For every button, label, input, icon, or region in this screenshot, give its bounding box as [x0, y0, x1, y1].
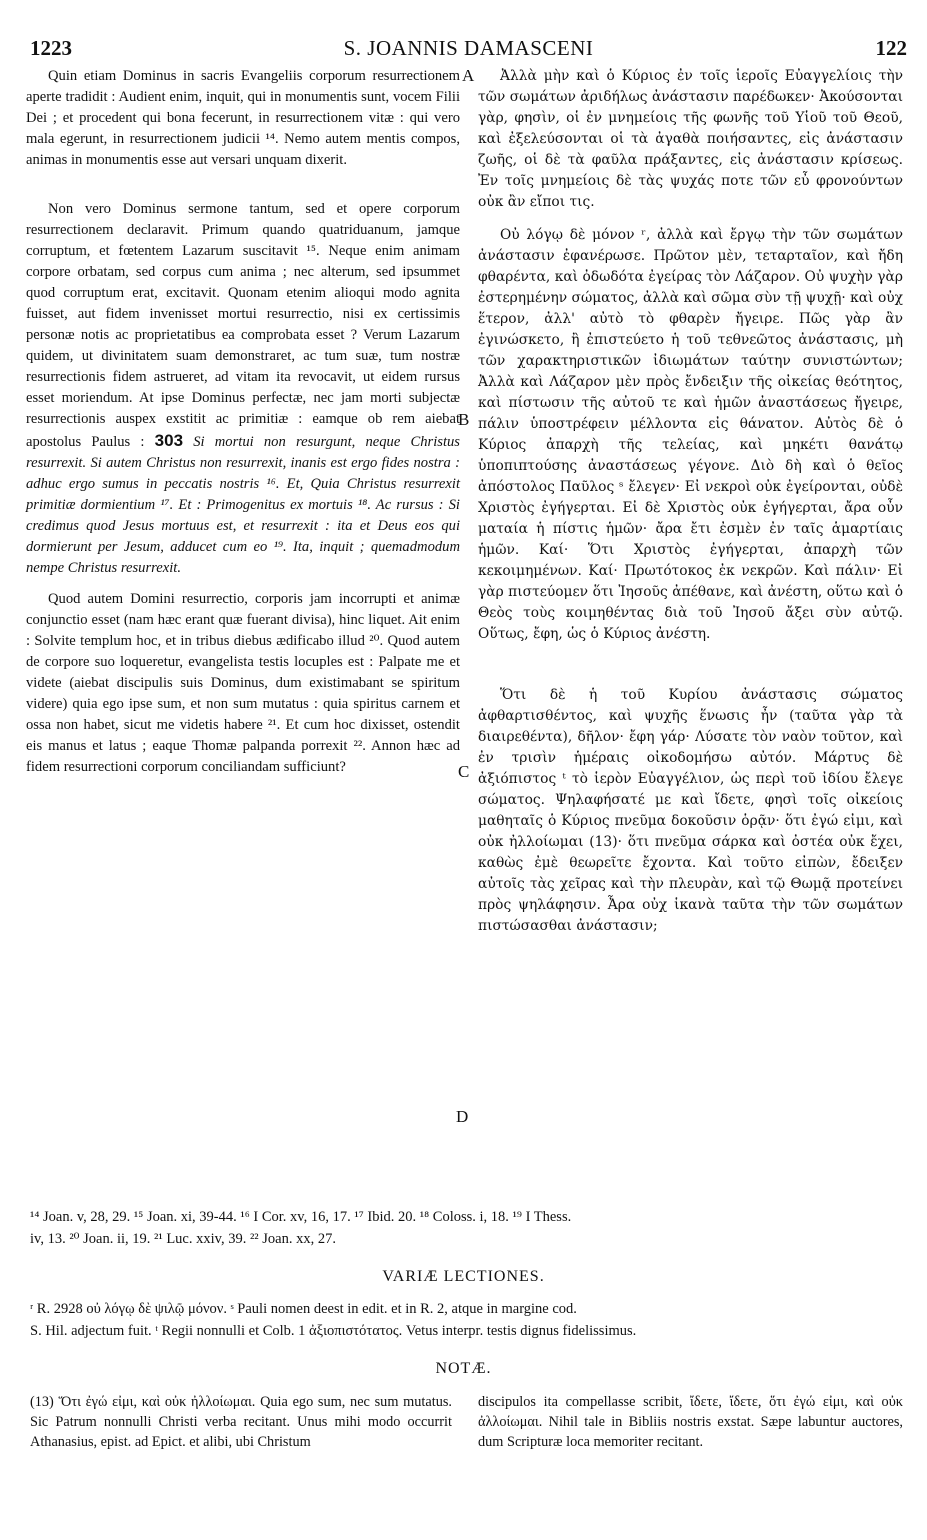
page-number-left: 1223	[30, 36, 72, 60]
scripture-footnotes	[30, 1206, 910, 1250]
latin-paragraph-2	[26, 199, 460, 579]
margin-marker-b: B	[458, 410, 470, 429]
notae-left-text: (13) Ὅτι ἐγώ εἰμι, καὶ οὐκ ἠλλοίωμαι. Quia ego sum, nec sum mutatus. Sic Patrum nonnulli Christi verba recitant. Unus mihi modo occurrit Athanasius, epist. ad Epict. et alibi, ubi Christum	[30, 1394, 452, 1450]
greek-paragraph-2: Οὐ λόγῳ δὲ μόνον ʳ, ἀλλὰ καὶ ἔργῳ τὴν τῶν σωμάτων ἀνάστασιν ἐφανέρωσε. Πρῶτον μὲν, τεταρταῖον, καὶ ἤδη φθαρέντα, καὶ ὀδωδότα ἐγείρας τὸν Λάζαρον. Οὐ ψυχὴν γὰρ ἐστερημένην σώματος, ἀλλὰ καὶ σῶμα σὺν τῇ ψυχῇ· καὶ οὐχ ἕτερον, ἀλλ' αὐτὸ τὸ φθαρὲν ἤγειρε. Πῶς γὰρ ἂν ἐγινώσκετο, ἢ ἐπιστεύετο ἡ τοῦ τεθνεῶτος ἀνάστασις, μὴ τῶν χαρακτηριστικῶν ἰδιωμάτων ταύτην συνιστώντων; Ἀλλὰ καὶ Λάζαρον μὲν πρὸς ἔνδειξιν τῆς οἰκείας θεότητος, καὶ πίστωσιν τῆς αὐτοῦ τε καὶ ἡμῶν ἀναστάσεως ἤγειρε, πάλιν ὑποστρέφειν μέλλοντα εἰς θάνατον. Αὐτὸς δὲ ὁ Κύριος ἀπαρχὴ τῆς τελείας, καὶ μηκέτι θανάτῳ ὑποπιπτούσης ἀναστάσεως γέγονε. Διὸ δὴ καὶ ὁ θεῖος ἀπόστολος Παῦλος ˢ ἔλεγεν· Εἰ νεκροὶ οὐκ ἐγείρονται, οὐδὲ Χριστὸς ἐγήγερται. Εἰ δὲ Χριστὸς οὐκ ἐγήγερται, ἄρα οὖν ματαία ἡ πίστις ἡμῶν· ἄρα ἔτι ἐσμὲν ἐν ταῖς ἁμαρτίαις ἡμῶν. Καί· Ὅτι Χριστὸς ἐγήγερται, ἀπαρχὴ τῶν κεκοιμημένων. Καί· Πρωτότοκος ἐκ νεκρῶν. Καὶ πάλιν· Εἰ γὰρ πιστεύομεν ὅτι Ἰησοῦς ἀπέθανε, καὶ ἀνέστη, οὕτω καὶ ὁ Θεὸς τοὺς κοιμηθέντας διὰ τοῦ Ἰησοῦ ἄξει σὺν αὐτῷ. Οὕτως, ἔφη, ὡς ὁ Κύριος ἀνέστη.	[478, 227, 903, 642]
notae-right-text: discipulos ita compellasse scribit, ἴδετε, ἴδετε, ὅτι ἐγώ εἰμι, καὶ οὐκ ἀλλοίωμαι. Nihil tale in Bibliis nostris exstat. Sæpe labuntur auctores, dum Scripturæ loca memoriter recitant.	[478, 1394, 903, 1450]
variae-line-1: ʳ R. 2928 οὐ λόγῳ δὲ ψιλῷ μόνον. ˢ Pauli nomen deest in edit. et in R. 2, atque in margine cod.	[30, 1301, 577, 1317]
margin-marker-a: A	[462, 66, 475, 85]
variae-line-2: S. Hil. adjectum fuit. ᵗ Regii nonnulli et Colb. 1 ἀξιοπιστότατος. Vetus interpr. testis dignus fidelissimus.	[30, 1323, 637, 1339]
page-header	[30, 36, 907, 70]
latin-paragraph-3: Quod autem Domini resurrectio, corporis jam incorrupti et animæ conjunctio esset (nam hæc erant quæ fuerant divisa), hinc liquet. Ait enim : Solvite templum hoc, et in tribus diebus ædificabo illud ²⁰. Quod autem de corpore suo loqueretur, evangelista testis locuples est : Palpate me et videte (aiebat discipulis suis Dominus, dum existimabant se spiritum videre) quia ego ipse sum, et non sum mutatus : quia spiritus carnem et ossa non habet, sicut me videtis habere ²¹. Et cum hoc dixisset, ostendit eis manus et latus ; eaque Thomæ palpanda porrexit ²². Annon hæc ad fidem resurrectioni corporum conciliandam sufficiunt?	[26, 591, 460, 775]
running-title: S. JOANNIS DAMASCENI	[343, 36, 594, 60]
margin-page-number: 303	[154, 431, 184, 450]
latin-paragraph-2-text: Non vero Dominus sermone tantum, sed et opere corporum resurrectionem declaravit. Primum quando quatriduanum, jamque corruptum, et fœtentem Lazarum suscitavit ¹⁵. Neque enim animam corpore orbatam, sed corpus cum anima ; nec alterum, sed ipsummet quod corruptum erat, excitavit. Quonam etenim alioqui modo agnita fuisset, aut fidem invenisset mortui resurrectio, nisi ex certissimis personæ notis ac proprietatibus ea comprobata esset ? Verum Lazarum quidem, ut divinitatem suam demonstraret, ac tum suæ, tum nostræ resurrectionis fidem astrueret, ad vitam ita revocavit, ut eidem rursus esset moriendum. At ipse Dominus perfectæ, nec jam morti subjectæ resurrectionis auspex exstitit ac primitiæ : eamque ob rem aiebat apostolus Paulus :	[26, 201, 460, 450]
notae-title: NOTÆ.	[435, 1360, 492, 1377]
latin-column	[26, 66, 460, 778]
greek-column	[478, 66, 903, 937]
margin-marker-d: D	[456, 1107, 469, 1126]
greek-paragraph-1: Ἀλλὰ μὴν καὶ ὁ Κύριος ἐν τοῖς ἱεροῖς Εὐαγγελίοις τὴν τῶν σωμάτων ἀριδήλως ἀνάστασιν παρέδωκεν· Ἀκούσονται γὰρ, φησὶν, οἱ ἐν μνημείοις τῆς φωνῆς τοῦ Υἱοῦ τοῦ Θεοῦ, καὶ ἐξελεύσονται οἱ τὰ ἀγαθὰ ποιήσαντες, εἰς ἀνάστασιν ζωῆς, οἱ δὲ τὰ φαῦλα πράξαντες, εἰς ἀνάστασιν κρίσεως. Ἐν τοῖς μνημείοις δὲ τὰς ψυχάς ποτε τῶν εὖ φρονούντων οὐκ ἂν εἴποι τις.	[478, 68, 903, 210]
variae-lectiones-title: VARIÆ LECTIONES.	[382, 1268, 545, 1285]
notae-right-column	[478, 1392, 903, 1452]
page-number-right: 122	[875, 36, 907, 60]
latin-paragraph-1: Quin etiam Dominus in sacris Evangeliis corporum resurrectionem aperte tradidit : Audient enim, inquit, qui in monumentis sunt, vocem Filii Dei ; et procedent qui bona fecerunt, in resurrectionem vitæ : qui vero mala egerunt, in resurrectionem judicii ¹⁴. Nemo autem mentis compos, animas in monumentis esse aut versari unquam dixerit.	[26, 68, 460, 168]
latin-paragraph-2-tail: Si mortui non resurgunt, neque Christus resurrexit. Si autem Christus non resurrexit, inanis est ergo fides nostra : adhuc ergo sumus in peccatis nostris ¹⁶. Et, Quia Christus resurrexit primitiæ dormientium ¹⁷. Et : Primogenitus ex mortuis ¹⁸. Ac rursus : Si credimus quod Jesus mortuus est, et resurrexit : ita et Deus eos qui dormierunt per Jesum, adducet cum eo ¹⁹. Ita, inquit ; quemadmodum nempe Christus resurrexit.	[26, 434, 460, 576]
margin-marker-c: C	[458, 762, 470, 781]
footnote-line-1: ¹⁴ Joan. v, 28, 29. ¹⁵ Joan. xi, 39-44. ¹⁶ I Cor. xv, 16, 17. ¹⁷ Ibid. 20. ¹⁸ Coloss. i, 18. ¹⁹ I Thess.	[30, 1209, 572, 1225]
variae-lectiones	[30, 1298, 910, 1342]
notae-left-column	[30, 1392, 452, 1452]
greek-paragraph-3: Ὅτι δὲ ἡ τοῦ Κυρίου ἀνάστασις σώματος ἀφθαρτισθέντος, καὶ ψυχῆς ἕνωσις ἦν (ταῦτα γὰρ τὰ διαιρεθέντα), δῆλον· ἔφη γάρ· Λύσατε τὸν ναὸν τοῦτον, καὶ ἐν τρισὶν ἡμέραις οἰκοδομήσω αὐτόν. Μάρτυς δὲ ἀξιόπιστος ᵗ τὸ ἱερὸν Εὐαγγέλιον, ὡς περὶ τοῦ ἰδίου ἔλεγε σώματος. Ψηλαφήσατέ με καὶ ἴδετε, φησὶ τοῖς οἰκείοις μαθηταῖς ὁ Κύριος πνεῦμα δοκοῦσιν ὁρᾷν· ὅτι ἐγώ εἰμι, καὶ οὐκ ἠλλοίωμαι (13)· ὅτι πνεῦμα σάρκα καὶ ὀστέα οὐκ ἔχει, καθὼς ἐμὲ θεωρεῖτε ἔχοντα. Καὶ τοῦτο εἰπὼν, ἔδειξεν αὐτοῖς τὰς χεῖρας καὶ τὴν πλευρὰν, καὶ τῷ Θωμᾷ προτείνει πρὸς ψηλάφησιν. Ἆρα οὐχ ἱκανὰ ταῦτα τὴν τῶν σωμάτων πιστώσασθαι ἀνάστασιν;	[478, 687, 903, 934]
footnote-line-2: iv, 13. ²⁰ Joan. ii, 19. ²¹ Luc. xxiv, 39. ²² Joan. xx, 27.	[30, 1231, 336, 1247]
